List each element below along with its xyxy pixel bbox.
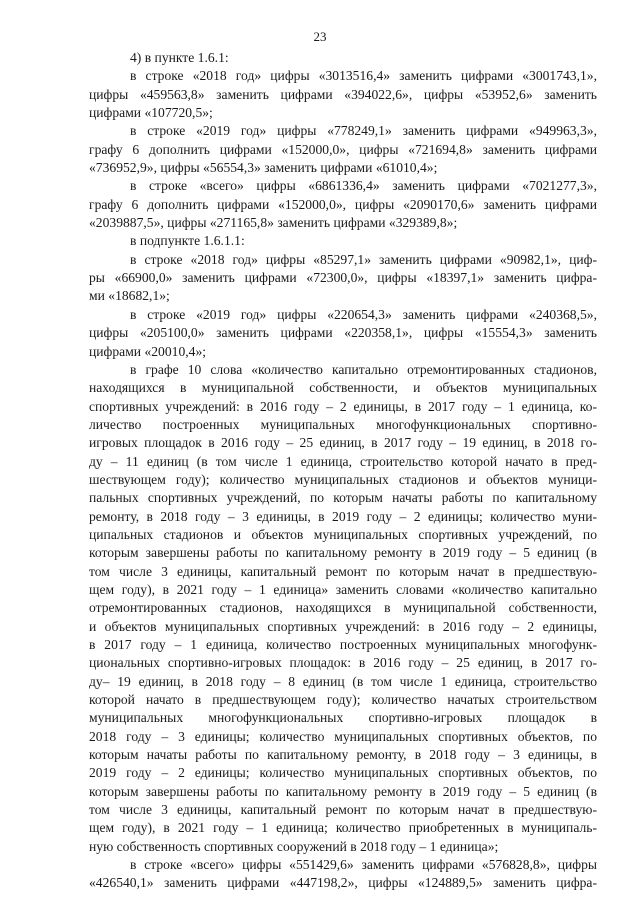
text-line: в строке «2018 год» цифры «85297,1» заменить цифрами «90982,1», циф-	[130, 251, 597, 267]
text-line: в строке «2019 год» цифры «220654,3» заменить цифрами «240368,5»,	[130, 306, 597, 322]
text-line: циональных спортивно-игровых площадок: в 2016 году – 25 единиц, в 2017 го-	[89, 655, 597, 671]
text-line: «2039887,5», цифры «271165,8» заменить цифрами «329389,8»;	[89, 215, 458, 231]
text-line: отремонтированных стадионов, находящихся в муниципальной собственности,	[89, 600, 597, 616]
text-line: цифрами «107720,5»;	[89, 105, 213, 121]
text-line: 2018 году – 3 единицы; количество муниципальных спортивных объектов, по	[89, 728, 597, 744]
text-line: «426540,1» заменить цифрами «447198,2», цифры «124889,5» заменить цифра-	[89, 875, 597, 891]
text-line: 2019 году – 2 единицы; количество муниципальных спортивных объектов, по	[89, 765, 597, 781]
text-line: ду – 11 единиц (в том числе 1 единица, строительство которой начато в пред-	[89, 453, 597, 469]
text-line: графу 6 дополнить цифрами «152000,0», цифры «2090170,6» заменить цифрами	[89, 196, 597, 212]
text-line: цифры «459563,8» заменить цифрами «394022,6», цифры «53952,6» заменить	[89, 86, 597, 102]
text-line: которым завершены работы по капитальному ремонту в 2019 году – 5 единиц (в	[89, 545, 597, 561]
text-line: которым завершены работы по капитальному ремонту в 2019 году – 5 единиц (в	[89, 783, 597, 799]
text-line: щем году), в 2021 году – 1 единица» заменить словами «количество капитально	[89, 581, 597, 597]
text-line: ремонту, в 2018 году – 3 единицы, в 2019 году – 2 единицы; количество муни-	[89, 508, 597, 524]
text-line: в строке «всего» цифры «6861336,4» заменить цифрами «7021277,3»,	[130, 178, 597, 194]
document-body	[89, 49, 597, 893]
text-line: ную собственность спортивных сооружений в 2018 году – 1 единица»;	[89, 838, 499, 854]
text-line: которым начаты работы по капитальному ремонту, в 2018 году – 3 единицы, в	[89, 747, 597, 763]
text-line: ципальных стадионов и объектов муниципальных спортивных учреждений, по	[89, 526, 597, 542]
text-line: ду– 19 единиц, в 2018 году – 8 единиц (в том числе 1 единица, строительство	[89, 673, 597, 689]
text-line: том числе 3 единицы, капитальный ремонт по которым начат в предшествую-	[89, 802, 597, 818]
text-line: в строке «2018 год» цифры «3013516,4» заменить цифрами «3001743,1»,	[130, 68, 597, 84]
text-line: «736952,9», цифры «56554,3» заменить цифрами «61010,4»;	[89, 160, 438, 176]
text-line: цифры «205100,0» заменить цифрами «220358,1», цифры «15554,3» заменить	[89, 325, 597, 341]
text-line: том числе 3 единицы, капитальный ремонт по которым начат в предшествую-	[89, 563, 597, 579]
text-line: в графе 10 слова «количество капитально отремонтированных стадионов,	[130, 361, 597, 377]
text-line: которой начато в предшествующем году); количество начатых строительством	[89, 692, 597, 708]
text-line: ры «66900,0» заменить цифрами «72300,0», цифры «18397,1» заменить цифра-	[89, 270, 597, 286]
text-line: ми «18682,1»;	[89, 288, 170, 304]
text-line: личество построенных муниципальных многофункциональных спортивно-	[89, 416, 597, 432]
text-line: пальных спортивных учреждений, по которым начаты работы по капитальному	[89, 490, 597, 506]
text-line: в строке «2019 год» цифры «778249,1» заменить цифрами «949963,3»,	[130, 123, 597, 139]
text-line: шествующем году); количество муниципальных стадионов и объектов муници-	[89, 471, 597, 487]
text-line: цифрами «20010,4»;	[89, 343, 207, 359]
text-line: игровых площадок в 2016 году – 25 единиц, в 2017 году – 19 единиц, в 2018 го-	[89, 435, 597, 451]
text-line: и объектов муниципальных спортивных учреждений: в 2016 году – 2 единицы,	[89, 618, 597, 634]
text-line: муниципальных многофункциональных спортивно-игровых площадок в	[89, 710, 597, 726]
text-line: 4) в пункте 1.6.1:	[130, 50, 229, 65]
text-line: в строке «всего» цифры «551429,6» заменить цифрами «576828,8», цифры	[130, 857, 597, 873]
text-line: спортивных учреждений: в 2016 году – 2 единицы, в 2017 году – 1 единица, ко-	[89, 398, 597, 414]
page-number: 23	[313, 29, 327, 44]
text-line: графу 6 дополнить цифрами «152000,0», цифры «721694,8» заменить цифрами	[89, 141, 597, 157]
text-line: щем году), в 2021 году – 1 единица; количество приобретенных в муниципаль-	[89, 820, 597, 836]
text-line: в подпункте 1.6.1.1:	[130, 233, 245, 249]
text-line: в 2017 году – 1 единица, количество построенных муниципальных многофунк-	[89, 637, 597, 652]
text-line: находящихся в муниципальной собственности, и объектов муниципальных	[89, 380, 597, 396]
